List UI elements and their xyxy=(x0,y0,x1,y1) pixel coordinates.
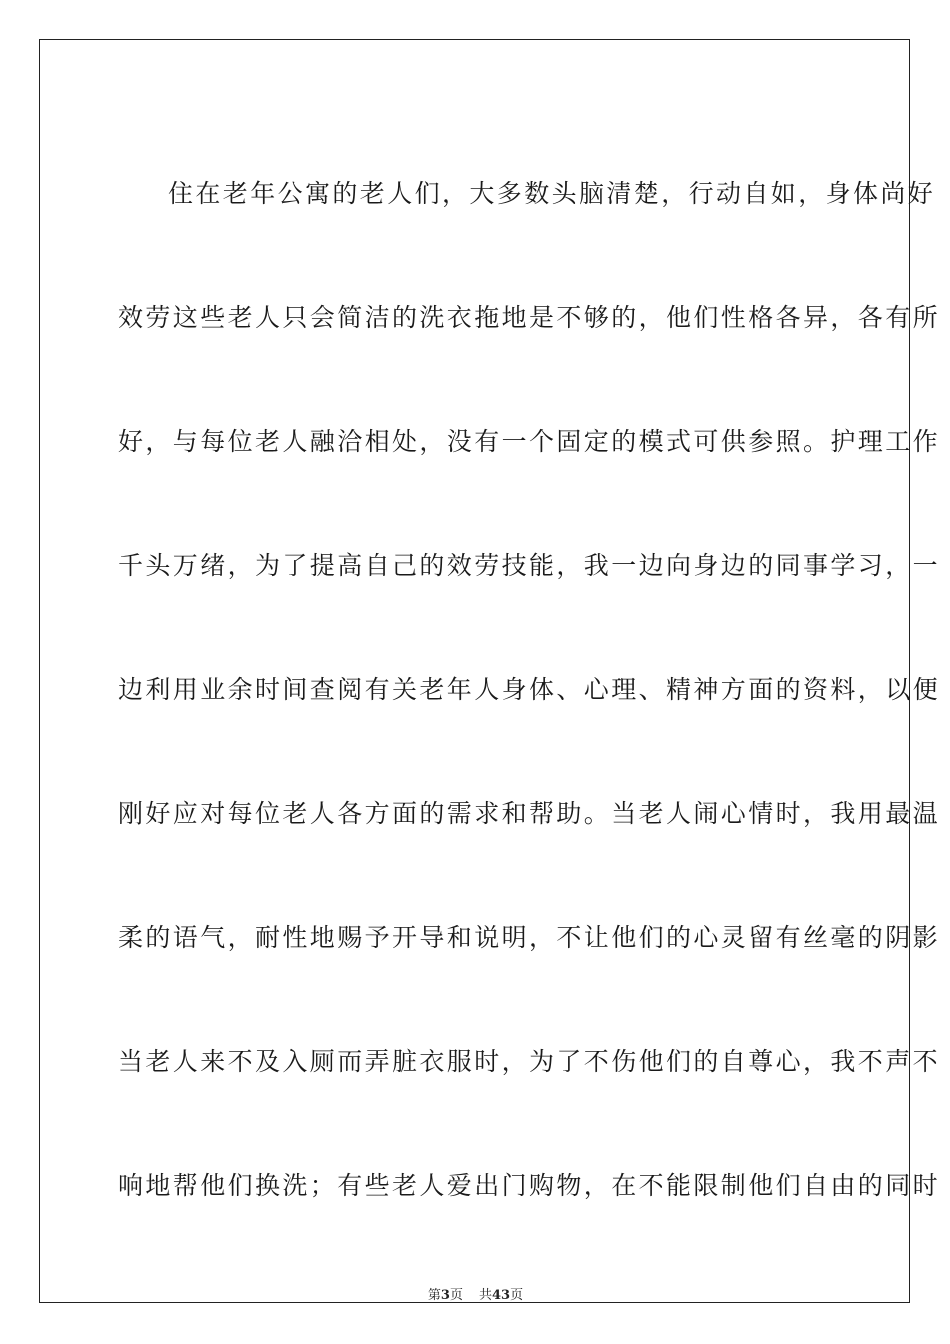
text-line: 好，与每位老人融洽相处，没有一个固定的模式可供参照。护理工作 xyxy=(118,427,941,456)
page-label-suffix: 页 xyxy=(449,1288,463,1303)
text-line: 住在老年公寓的老人们，大多数头脑清楚，行动自如，身体尚好 xyxy=(168,179,936,208)
page-footer xyxy=(40,1287,911,1305)
total-pages: 43 xyxy=(491,1288,511,1303)
text-line: 当老人来不及入厕而弄脏衣服时，为了不伤他们的自尊心，我不声不 xyxy=(118,1047,941,1076)
page-label-prefix: 第 xyxy=(427,1288,441,1303)
page-number: 3 xyxy=(440,1288,450,1303)
text-line: 千头万绪，为了提高自己的效劳技能，我一边向身边的同事学习，一 xyxy=(118,551,941,580)
text-line: 边利用业余时间查阅有关老年人身体、心理、精神方面的资料，以便 xyxy=(118,675,941,704)
total-label-suffix: 页 xyxy=(510,1288,524,1303)
text-line: 刚好应对每位老人各方面的需求和帮助。当老人闹心情时，我用最温 xyxy=(118,799,941,828)
total-label-prefix: 共 xyxy=(478,1288,492,1303)
text-line: 柔的语气，耐性地赐予开导和说明，不让他们的心灵留有丝毫的阴影 xyxy=(118,923,941,952)
page-frame xyxy=(39,39,941,1303)
body-text xyxy=(118,132,941,1248)
text-line: 响地帮他们换洗；有些老人爱出门购物，在不能限制他们自由的同时 xyxy=(118,1171,941,1200)
text-line: 效劳这些老人只会简洁的洗衣拖地是不够的，他们性格各异，各有所 xyxy=(118,303,941,332)
